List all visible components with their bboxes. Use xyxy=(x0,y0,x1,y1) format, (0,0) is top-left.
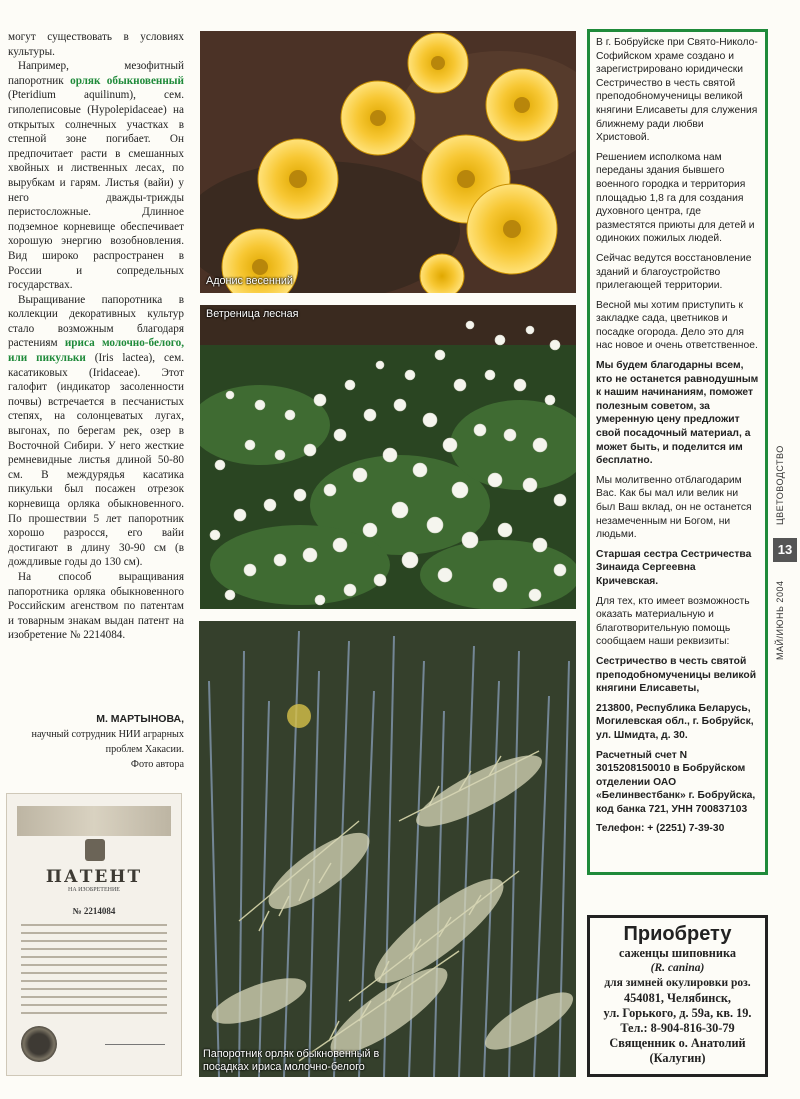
ad-box xyxy=(587,915,768,1077)
appeal-recipient: Сестричество в честь святой преподобномученицы великой княгини Елисаветы, xyxy=(596,655,757,695)
ad-line: Священник о. Анатолий xyxy=(609,1036,746,1050)
appeal-bank-details: Расчетный счет N 3015208150010 в Бобруйском отделении ОАО «Белинвестбанк» г. Бобруйска, код банка 721, УНН 700837103 xyxy=(596,749,756,815)
ad-line: 454081, Челябинск, xyxy=(623,991,731,1005)
signature-block xyxy=(8,712,184,772)
ad-line: для зимней окулировки роз. xyxy=(604,977,751,989)
appeal-address: 213800, Республика Беларусь, Могилевская обл., г. Бобруйск, ул. Шмидта, д. 30. xyxy=(596,702,754,741)
page-number: 13 xyxy=(773,538,797,562)
appeal-paragraph: Весной мы хотим приступить к закладке сада, цветников и посадке огорода. Дело это для нас новое и очень ответственное. xyxy=(596,299,758,352)
text-span: Выращивание папоротника в коллекции декоративных культур стало возможным благодаря растениям xyxy=(8,293,184,350)
patent-subtitle: НА ИЗОБРЕТЕНИЕ xyxy=(68,887,120,893)
photo-caption-line: посадках ириса молочно-белого xyxy=(203,1061,365,1073)
seal-icon xyxy=(21,1026,57,1062)
patent-image xyxy=(6,793,182,1076)
article-paragraph: могут существовать в условиях культуры. xyxy=(8,31,184,58)
author-name: М. МАРТЫНОВА, xyxy=(96,713,184,725)
appeal-paragraph-bold: Мы будем благодарны всем, кто не останется равнодушным к нашим начинаниям, поможет полезным советом, за умеренную цену предложит свой посадочный материал, а может быть, и поделится им бесплатно. xyxy=(596,360,759,467)
appeal-phone: Телефон: + (2251) 7-39-30 xyxy=(596,823,725,835)
coat-of-arms-icon xyxy=(85,839,105,861)
patent-title: ПАТЕНТ xyxy=(45,867,143,887)
ad-line: саженцы шиповника xyxy=(618,946,737,960)
appeal-paragraph: Сейчас ведутся восстановление зданий и благоустройство прилегающей территории. xyxy=(596,252,752,292)
ad-title: Приобрету xyxy=(623,923,732,945)
ad-line: ул. Горького, д. 59а, кв. 19. xyxy=(603,1006,752,1020)
photo-adonis xyxy=(200,31,576,293)
author-role: научный сотрудник НИИ аграрных проблем Хакасии. xyxy=(31,729,184,755)
article-paragraph xyxy=(8,59,184,293)
appeal-box xyxy=(587,29,768,875)
photo-credit: Фото автора xyxy=(130,759,184,770)
text-span: (Pteridium aquilinum), сем. гиполеписовые (Hypolepidaceae) на открытых солнечных участках в степной зоне погибает. Он предпочитает расти в смешанных хвойных и лиственных лесах, по вырубкам и гарям. Листья (вайи) у него дважды-трижды перистосложные. Длинное подземное корневище обеспечивает хорошую энергию возобновления. Вид широко распространен в России и сопредельных государствах. xyxy=(8,89,184,292)
appeal-signature: Старшая сестра Сестричества Зинаида Сергеевна Кричевская. xyxy=(596,548,752,587)
photo-caption: Ветреница лесная xyxy=(206,308,299,320)
appeal-paragraph: Мы молитвенно отблагодарим Вас. Как бы мал или велик ни был Ваш вклад, он не останется незамеченным ни Богом, ни людьми. xyxy=(596,474,752,541)
ad-line: (Калугин) xyxy=(649,1051,706,1065)
signature-line xyxy=(105,1044,165,1045)
adonis-flowers-graphic xyxy=(200,31,576,293)
highlight-term: орляк обыкновенный xyxy=(70,74,184,87)
text-span: Например, мезофитный папоротник xyxy=(8,60,184,87)
text-span: (Iris lactea), сем. касатиковых (Iridaceae). Этот галофит (индикатор засоленности почвы) встречается в песчанистых степях, на солонцеватых лугах, выгонах, по берегам рек, озер в Восточной Сибири. У него жесткие ремневидные листья длиной 50-80 см. В междурядья касатика пикульки был посажен отрезок корневища орляка обыкновенного. По прошествии 5 лет папоротник хорошо разросся, его вайи достигают в длину 30-90 см (в дождливые годы до 130 см). xyxy=(8,352,184,569)
article-paragraph xyxy=(8,293,184,570)
anemone-flowers-graphic xyxy=(200,305,576,609)
article-paragraph: На способ выращивания папоротника орляка обыкновенного Российским агенством по патентам и товарным знакам выдан патент на изобретение № 2214084. xyxy=(8,570,184,642)
patent-number: № 2214084 xyxy=(72,906,116,916)
photo-fern xyxy=(199,621,576,1077)
highlight-term: ириса молочно-белого, или пикульки xyxy=(8,337,184,365)
photo-caption: Адонис весенний xyxy=(206,275,293,287)
appeal-paragraph: Для тех, кто имеет возможность оказать материальную и благотворительную помощь сообщаем наши реквизиты: xyxy=(596,595,750,648)
patent-header-band xyxy=(17,806,171,836)
article-column xyxy=(8,30,184,643)
section-label: ЦВЕТОВОДСТВО xyxy=(775,445,785,525)
ad-phone: Тел.: 8-904-816-30-79 xyxy=(620,1021,735,1035)
photo-anemone xyxy=(200,305,576,609)
appeal-paragraph: В г. Бобруйске при Свято-Николо-Софийском храме создано и зарегистрировано юридически Сестричество в честь святой преподобномученицы великой княгини Елисаветы для служения ближнему ради любви Христовой. xyxy=(596,37,758,144)
ad-line: (R. canina) xyxy=(650,962,705,974)
issue-label: МАЙ/ИЮНЬ 2004 xyxy=(775,580,785,660)
photo-caption-line: Папоротник орляк обыкновенный в xyxy=(203,1048,380,1060)
appeal-paragraph: Решением исполкома нам переданы здания бывшего военного городка и территория площадью 1,8 га для создания духовного центра, где разместятся приюты для детей и одиноких пожилых людей. xyxy=(596,151,755,245)
fern-iris-graphic xyxy=(199,621,576,1077)
patent-text-lines xyxy=(21,924,167,1020)
